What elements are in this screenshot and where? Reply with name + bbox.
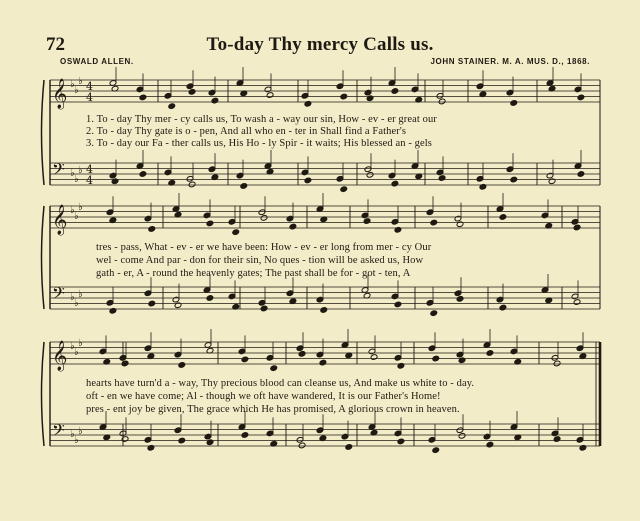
time-signature: 4	[86, 80, 93, 93]
lyric-line: oft - en we have come; Al - though we oft have wandered, It is our Father's Home!	[86, 391, 441, 402]
note-head	[211, 97, 219, 104]
system-brace	[42, 342, 45, 446]
note-head	[366, 95, 374, 102]
note-head	[168, 103, 176, 110]
note-head	[266, 92, 274, 99]
note-head	[188, 181, 196, 188]
lyric-line: wel - come And par - don for their sin, No ques - tion will be asked us, How	[96, 255, 424, 266]
note-head	[458, 357, 466, 364]
key-flat-icon: ♭	[74, 347, 79, 358]
key-flat-icon: ♭	[78, 426, 83, 437]
treble-clef-icon: 𝄞	[52, 341, 68, 371]
note-head	[289, 223, 297, 230]
lyric-line: hearts have turn'd a - way, Thy precious blood can cleanse us, And make us white to - day.	[86, 378, 475, 389]
note-head	[188, 89, 196, 96]
note-head	[394, 301, 402, 308]
note-head	[499, 214, 507, 221]
key-flat-icon: ♭	[78, 338, 83, 349]
note-head	[479, 184, 487, 191]
note-head	[139, 171, 147, 178]
note-head	[397, 363, 405, 370]
note-head	[148, 300, 156, 307]
note-head	[111, 178, 119, 185]
bass-clef-icon: 𝄢	[52, 420, 65, 444]
note-head	[345, 444, 353, 451]
note-head	[241, 356, 249, 363]
lyric-line: tres - pass, What - ev - er we have been: How - ev - er long from mer - cy Our	[96, 242, 432, 253]
note-head	[109, 308, 117, 315]
note-head	[577, 171, 585, 178]
lyric-line: gath - er, A - round the heavenly gates; The past shall be for - got - ten, A	[96, 268, 411, 279]
note-head	[432, 447, 440, 454]
note-head	[486, 441, 494, 448]
time-signature: 4	[86, 163, 93, 176]
note-head	[391, 88, 399, 95]
note-head	[394, 227, 402, 234]
key-flat-icon: ♭	[70, 429, 75, 440]
note-head	[486, 350, 494, 357]
treble-clef-icon: 𝄞	[52, 205, 68, 235]
page-number: 72	[46, 34, 65, 55]
note-head	[430, 310, 438, 317]
key-flat-icon: ♭	[78, 202, 83, 213]
author-credit: OSWALD ALLEN.	[60, 57, 134, 66]
key-flat-icon: ♭	[70, 168, 75, 179]
key-flat-icon: ♭	[70, 79, 75, 90]
key-flat-icon: ♭	[74, 85, 79, 96]
note-head	[573, 299, 581, 306]
note-head	[241, 432, 249, 439]
note-head	[430, 219, 438, 226]
note-head	[438, 98, 446, 105]
composer-credit: JOHN STAINER. M. A. MUS. D., 1868.	[430, 57, 590, 66]
note-head	[458, 433, 466, 440]
note-head	[178, 362, 186, 369]
note-head	[432, 355, 440, 362]
note-head	[370, 354, 378, 361]
lyric-line: pres - ent joy be given, The grace which He has promised, A glorious crown in heaven.	[86, 404, 460, 415]
note-head	[438, 175, 446, 182]
key-flat-icon: ♭	[74, 174, 79, 185]
system-brace	[42, 206, 45, 309]
key-flat-icon: ♭	[70, 292, 75, 303]
note-head	[260, 215, 268, 222]
key-flat-icon: ♭	[78, 165, 83, 176]
note-head	[573, 224, 581, 231]
lyric-line: 3. To - day our Fa - ther calls us, His Ho - ly Spir - it waits; His blessed an - gels	[86, 138, 432, 149]
note-head	[363, 218, 371, 225]
time-signature: 4	[86, 91, 93, 104]
note-head	[456, 221, 464, 228]
key-flat-icon: ♭	[70, 341, 75, 352]
note-head	[553, 436, 561, 443]
note-head	[260, 305, 268, 312]
key-flat-icon: ♭	[70, 205, 75, 216]
note-head	[206, 439, 214, 446]
note-head	[304, 177, 312, 184]
note-head	[548, 178, 556, 185]
time-signature: 4	[86, 174, 93, 187]
note-head	[121, 436, 129, 443]
note-head	[510, 100, 518, 107]
note-head	[178, 437, 186, 444]
note-head	[553, 360, 561, 367]
note-head	[147, 445, 155, 452]
note-head	[240, 183, 248, 190]
note-head	[139, 94, 147, 101]
key-flat-icon: ♭	[74, 435, 79, 446]
note-head	[320, 307, 328, 314]
note-head	[391, 180, 399, 187]
key-flat-icon: ♭	[78, 76, 83, 87]
note-head	[340, 186, 348, 193]
note-head	[304, 101, 312, 108]
note-head	[270, 365, 278, 372]
note-head	[174, 302, 182, 309]
bass-clef-icon: 𝄢	[52, 159, 65, 183]
note-head	[577, 94, 585, 101]
note-head	[206, 295, 214, 302]
treble-clef-icon: 𝄞	[52, 79, 68, 109]
hymn-title: To-day Thy mercy Calls us.	[206, 34, 434, 55]
note-head	[456, 296, 464, 303]
note-head	[340, 93, 348, 100]
note-head	[499, 304, 507, 311]
note-head	[298, 442, 306, 449]
note-head	[319, 359, 327, 366]
note-head	[298, 351, 306, 358]
system-brace	[42, 80, 45, 185]
lyric-line: 2. To - day Thy gate is o - pen, And all who en - ter in Shall find a Father's	[86, 126, 407, 137]
note-head	[579, 445, 587, 452]
lyric-line: 1. To - day Thy mer - cy calls us, To wash a - way our sin, How - ev - er great our	[86, 114, 437, 125]
note-head	[206, 220, 214, 227]
key-flat-icon: ♭	[74, 298, 79, 309]
note-head	[510, 176, 518, 183]
note-head	[121, 360, 129, 367]
note-head	[148, 226, 156, 233]
note-head	[366, 172, 374, 179]
note-head	[232, 229, 240, 236]
key-flat-icon: ♭	[74, 211, 79, 222]
bass-clef-icon: 𝄢	[52, 283, 65, 307]
key-flat-icon: ♭	[78, 289, 83, 300]
note-head	[397, 438, 405, 445]
